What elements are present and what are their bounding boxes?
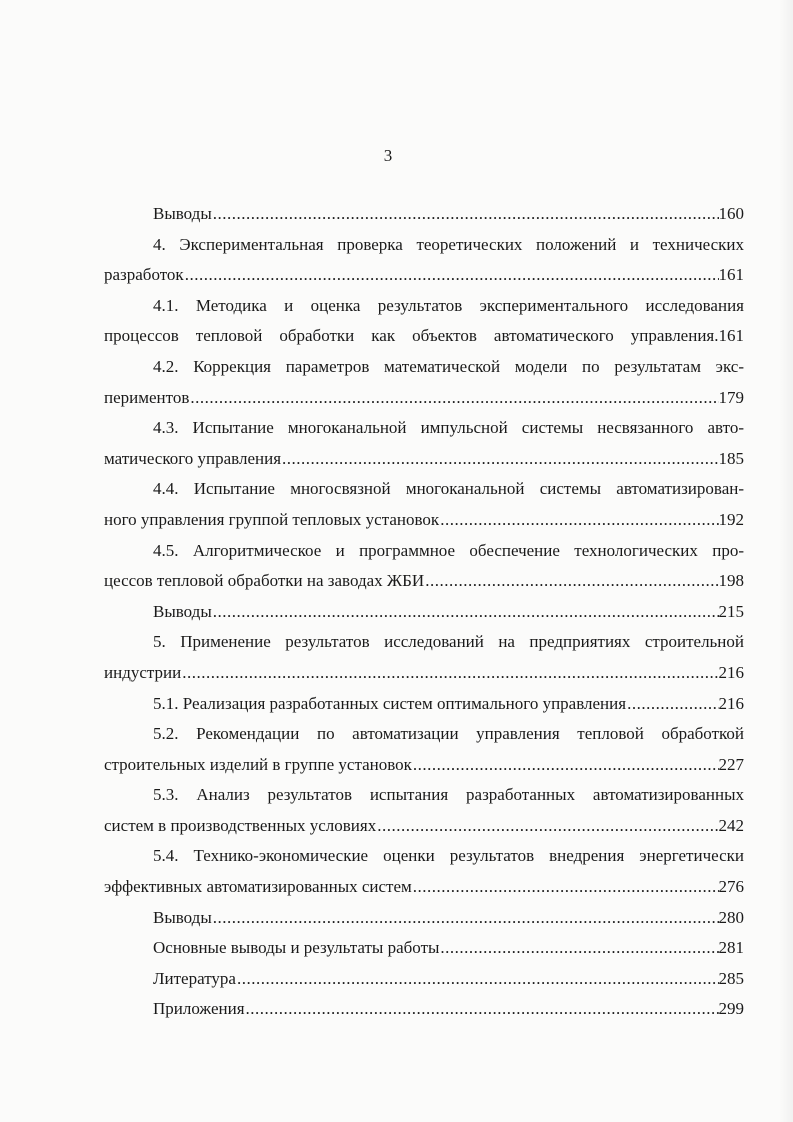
toc-entry-title: индустрии xyxy=(104,662,182,682)
toc-entry-page: 215 xyxy=(718,601,744,621)
toc-entry-title: ного управления группой тепловых установок xyxy=(104,509,440,529)
dot-leader xyxy=(212,199,719,230)
toc-entry-heading: 4.2. Коррекция параметров математической модели по результатам экс- xyxy=(153,356,744,376)
toc-entry-page: 299 xyxy=(718,999,744,1019)
dot-leader xyxy=(424,566,718,597)
dot-leader xyxy=(212,903,719,934)
toc-entry xyxy=(104,750,744,781)
toc-entry xyxy=(104,199,744,230)
dot-leader xyxy=(181,658,718,689)
toc-entry xyxy=(104,811,744,842)
dot-leader xyxy=(236,964,719,995)
toc-entry-page: 216 xyxy=(718,662,744,682)
dot-leader xyxy=(245,994,719,1025)
dot-leader xyxy=(439,933,718,964)
toc-entry-heading: 5.4. Технико-экономические оценки результатов внедрения энергетически xyxy=(153,846,744,866)
dot-leader xyxy=(212,597,719,628)
toc-entry-title: Выводы xyxy=(153,907,212,927)
toc-entry-page: 281 xyxy=(718,938,744,958)
toc-entry-heading: 4.5. Алгоритмическое и программное обеспечение технологических про- xyxy=(153,540,744,560)
table-of-contents xyxy=(104,199,744,1025)
dot-leader xyxy=(189,383,718,414)
toc-entry-title: эффективных автоматизированных систем xyxy=(104,877,412,897)
toc-entry-page: 280 xyxy=(718,907,744,927)
toc-entry-heading: 4. Экспериментальная проверка теоретических положений и технических xyxy=(153,234,744,254)
toc-entry xyxy=(104,505,744,536)
toc-entry xyxy=(104,597,744,628)
toc-entry-title: 5.1. Реализация разработанных систем оптимального управления xyxy=(153,693,627,713)
toc-entry-title: Приложения xyxy=(153,999,245,1019)
toc-entry xyxy=(104,964,744,995)
toc-entry-page: 179 xyxy=(718,387,744,407)
scan-edge-shadow xyxy=(779,0,793,1122)
dot-leader xyxy=(626,689,718,720)
toc-entry-page: 227 xyxy=(718,754,744,774)
toc-entry xyxy=(104,444,744,475)
toc-entry xyxy=(104,872,744,903)
toc-entry-page: 285 xyxy=(718,968,744,988)
toc-entry xyxy=(104,689,744,720)
page-number: 3 xyxy=(383,146,393,165)
toc-entry-title: Выводы xyxy=(153,204,212,223)
toc-entry-page: 185 xyxy=(718,448,744,468)
toc-entry xyxy=(104,260,744,291)
dot-leader xyxy=(412,750,719,781)
toc-entry xyxy=(104,658,744,689)
toc-entry-title: Литература xyxy=(153,968,236,988)
toc-entry-page: 160 xyxy=(718,204,744,223)
dot-leader xyxy=(281,444,718,475)
toc-entry-title: систем в производственных условиях xyxy=(104,815,377,835)
toc-entry-heading: 4.4. Испытание многосвязной многоканальной системы автоматизирован- xyxy=(153,479,744,499)
toc-entry-title: процессов тепловой обработки как объектов автоматического управления.161 xyxy=(104,326,744,346)
toc-entry-heading: 4.1. Методика и оценка результатов экспериментального исследования xyxy=(153,295,744,315)
toc-entry xyxy=(104,933,744,964)
toc-entry xyxy=(104,994,744,1025)
toc-entry-page: 242 xyxy=(718,815,744,835)
toc-entry-heading: 4.3. Испытание многоканальной импульсной системы несвязанного авто- xyxy=(153,418,744,438)
toc-entry-title: разработок xyxy=(104,265,184,285)
toc-entry-page: 276 xyxy=(718,877,744,897)
toc-entry-title: Выводы xyxy=(153,601,212,621)
toc-entry-title: цессов тепловой обработки на заводах ЖБИ xyxy=(104,571,425,591)
toc-entry-page: 216 xyxy=(718,693,744,713)
toc-entry xyxy=(104,566,744,597)
toc-entry-page: 161 xyxy=(718,265,744,285)
toc-entry-title: Основные выводы и результаты работы xyxy=(153,938,440,958)
dot-leader xyxy=(376,811,718,842)
dot-leader xyxy=(439,505,718,536)
toc-entry-page: 198 xyxy=(718,571,744,591)
toc-entry xyxy=(104,903,744,934)
toc-entry-heading: 5.3. Анализ результатов испытания разработанных автоматизированных xyxy=(153,785,744,805)
toc-entry-title: строительных изделий в группе установок xyxy=(104,754,412,774)
toc-entry-page: 192 xyxy=(718,509,744,529)
toc-entry-title: периментов xyxy=(104,387,190,407)
toc-entry xyxy=(104,383,744,414)
toc-entry-heading: 5.2. Рекомендации по автоматизации управления тепловой обработкой xyxy=(153,724,744,744)
toc-entry-heading: 5. Применение результатов исследований на предприятиях строительной xyxy=(153,632,744,652)
dot-leader xyxy=(184,260,719,291)
dot-leader xyxy=(412,872,719,903)
toc-entry-title: матического управления xyxy=(104,448,282,468)
